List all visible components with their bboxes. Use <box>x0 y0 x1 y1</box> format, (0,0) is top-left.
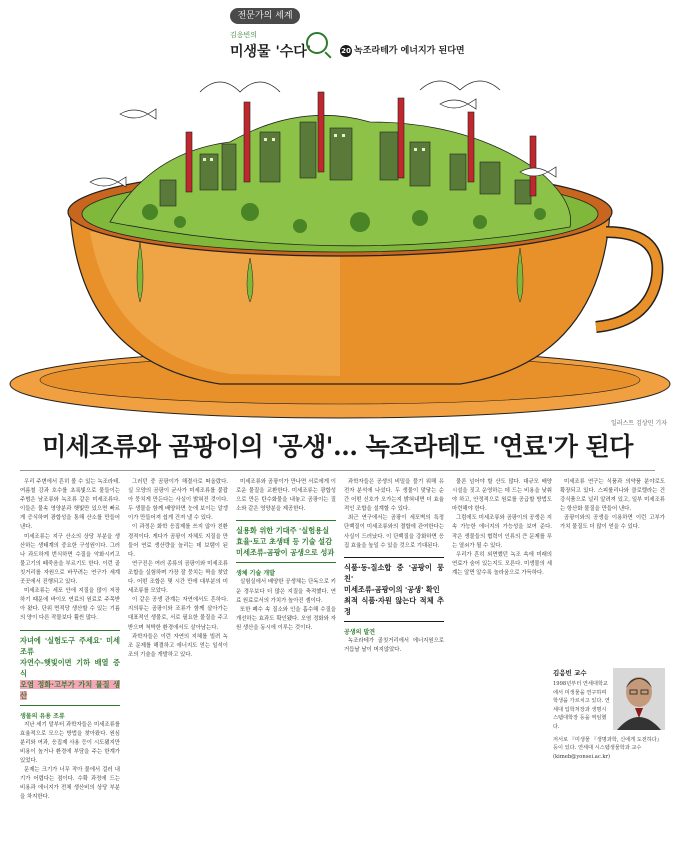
paragraph: 지난 세기 말부터 과학자들은 미세조류를 효율적으로 모으는 방법을 찾아왔다. 원심분리와 여과, 응집제 사용 등이 시도됐지만 비용이 높거나 환경에 부담을 주는 한계가 있었다. <box>20 721 120 764</box>
article-header <box>0 0 675 62</box>
paragraph: 또한 폐수 속 질소와 인을 흡수해 수질을 개선하는 효과도 확인됐다. 오염 정화와 자원 생산을 동시에 이루는 것이다. <box>236 606 336 631</box>
pull-quote-line: 효율·토고 초생태 등 기술 설감 <box>236 537 333 547</box>
series-title <box>230 30 311 61</box>
subhead: 생체 기술 개발 <box>236 570 275 578</box>
paragraph: 과학자들은 이런 자연의 지혜를 빌려 녹조 문제를 해결하고 에너지도 얻는 일석이조의 기술을 개발하고 있다. <box>128 633 228 658</box>
article-body <box>20 478 665 864</box>
body-column-4 <box>344 478 444 864</box>
pull-quote-3 <box>344 557 444 622</box>
section-kicker: 전문가의 세계 <box>230 8 300 24</box>
paragraph: 최근 연구에서는 곰팡이 세포벽의 특정 단백질이 미세조류와의 결합에 관여한다는 사실이 드러났다. 이 단백질을 강화하면 응집 효율을 높일 수 있을 것으로 기대된다. <box>344 515 444 549</box>
pull-quote-1 <box>20 630 120 706</box>
paragraph: 곰팡이와의 공생을 이용하면 이런 고부가 가치 물질도 더 많이 얻을 수 있다. <box>560 515 665 531</box>
paragraph: 미세조류는 지구 산소의 상당 부분을 생산하는 생태계의 중요한 구성원이다. 그러나 과도하게 번식하면 수질을 악화시키고 물고기의 떼죽음을 부르기도 한다. 이런 골칫거리를 자원으로 바꾸려는 연구가 세계 곳곳에서 진행되고 있다. <box>20 533 120 586</box>
paragraph: 그러던 중 곰팡이가 해결사로 떠올랐다. 실 모양의 곰팡이 균사가 미세조류를 붙잡아 뭉치게 만든다는 사실이 밝혀진 것이다. 두 생물을 함께 배양하면 눈에 보이는 알갱이가 만들어져 쉽게 건져 낼 수 있다. <box>128 479 228 522</box>
paragraph: 실험실에서 배양한 공생체는 단독으로 키운 경우보다 더 많은 지질을 축적했다. 연료 원료로서의 가치가 높아진 셈이다. <box>236 579 336 604</box>
pull-quote-line: 식품·동-질소합 중 '곰팡이 뭉친' <box>344 562 444 583</box>
paragraph: 문제는 크기가 너무 작아 물에서 걸러 내기가 어렵다는 점이다. 수확 과정에 드는 비용과 에너지가 전체 생산비의 상당 부분을 차지한다. <box>20 767 120 801</box>
subhead: 생물의 유용 조류 <box>20 712 65 720</box>
paragraph: 과학자들은 공생의 비밀을 풀기 위해 유전자 분석에 나섰다. 두 생물이 맞닿는 순간 어떤 신호가 오가는지 밝혀내면 더 효율적인 조합을 설계할 수 있다. <box>344 479 444 513</box>
paragraph: 녹조라테가 골칫거리에서 에너지원으로 거듭날 날이 머지않았다. <box>344 637 444 653</box>
paragraph: 우리 주변에서 흔히 볼 수 있는 녹조라테. 여름철 강과 호수를 초록빛으로 물들이는 주범은 남조류와 녹조류 같은 미세조류다. 이들은 물속 영양분과 햇빛만 있으면 빠르게 증식하며 광합성을 통해 산소를 만들어 낸다. <box>20 479 120 531</box>
headline-rule <box>20 470 655 471</box>
cup-city-illustration <box>0 62 675 430</box>
author-bio-2: 저서로 『미생물 『생명과학, 신에게 도전하다』 등이 있다. 연세대 시스템생물학과 교수(kimeb@yonsei.ac.kr) <box>553 736 662 760</box>
paragraph: 그럼에도 미세조류와 곰팡이의 공생은 지속 가능한 에너지의 가능성을 보여 준다. 작은 생물들의 협력이 인류의 큰 문제를 푸는 열쇠가 될 수 있다. <box>452 515 552 549</box>
body-column-1 <box>20 478 120 864</box>
episode-label: 녹조라테가 에너지가 된다면 <box>354 46 465 56</box>
subhead: 공생의 발견 <box>344 628 376 636</box>
paragraph: 연구진은 여러 종류의 곰팡이와 미세조류 조합을 실험하며 가장 잘 뭉치는 짝을 찾았다. 어떤 조합은 몇 시간 만에 대부분의 미세조류를 모았다. <box>128 560 228 595</box>
pull-quote-line: 최적 식품·자원 않는다 적체 추정 <box>344 595 444 616</box>
pull-quote-highlight: 오염 정화·고부가 가치 물질 생산 <box>20 679 120 700</box>
episode-number: 20 <box>341 47 351 55</box>
series-author: 김응빈의 <box>230 31 258 39</box>
magnifier-icon <box>306 32 328 54</box>
author-bio: 1998년부터 연세대학교에서 미생물을 연구하며 학생을 가르치고 있다. 연세대 입학처장과 생명시스템대학장 등을 역임했다. <box>553 681 610 730</box>
paragraph: 미세조류와 곰팡이가 만나면 서로에게 이로운 물질을 교환한다. 미세조류는 광합성으로 만든 탄수화물을 내놓고 곰팡이는 질소와 같은 영양분을 제공한다. <box>236 479 336 513</box>
pull-quote-line: 실용화 위한 기대주 '실험용실 <box>236 526 330 536</box>
body-column-5 <box>452 478 552 864</box>
body-column-3 <box>236 478 336 864</box>
paragraph: 미세조류는 세포 안에 지질을 많이 저장하기 때문에 바이오 연료의 원료로 주목받아 왔다. 단위 면적당 생산할 수 있는 기름의 양이 다른 작물보다 훨씬 많다. <box>20 588 120 622</box>
series-name: 미생물 '수다' <box>230 44 312 60</box>
episode-title <box>340 43 465 57</box>
author-box <box>553 668 665 761</box>
pull-quote-line <box>20 679 120 701</box>
pull-quote-line: 자연수-햇빛이면 기하 배열 증식 <box>20 657 120 678</box>
paragraph: 미세조류 연구는 식품과 의약품 분야로도 확장되고 있다. 스피룰리나와 클로렐라는 건강식품으로 널리 알려져 있고, 일부 미세조류는 항산화 물질을 만들어 낸다. <box>560 479 665 513</box>
paragraph: 이 같은 공생 관계는 자연에서도 흔하다. 지의류는 곰팡이와 조류가 함께 살아가는 대표적인 생물로, 서로 필요한 물질을 주고받으며 척박한 환경에서도 살아남는다. <box>128 597 228 631</box>
body-column-2 <box>128 478 228 864</box>
pull-quote-line: 미세조류-곰팡이의 '공생' 확인 <box>344 584 440 594</box>
illustration-credit: 일러스트 김상민 기자 <box>611 420 667 427</box>
author-name: 김응빈 교수 <box>553 669 587 677</box>
pull-quote-line: 미세조류-곰팡이 공생으로 성과 <box>236 548 335 558</box>
article-headline: 미세조류와 곰팡이의 '공생'… 녹조라테도 '연료'가 된다 <box>42 432 633 461</box>
paragraph: 물론 넘어야 할 산도 많다. 대규모 배양 시설을 짓고 운영하는 데 드는 비용을 낮춰야 하고, 안정적으로 원료를 공급할 방법도 마련해야 한다. <box>452 479 552 513</box>
paragraph: 이 과정은 화학 응집제를 쓰지 않아 친환경적이다. 게다가 곰팡이 자체도 지질을 만들어 연료 생산량을 늘리는 데 보탬이 된다. <box>128 524 228 558</box>
pull-quote-2 <box>236 520 336 563</box>
author-photo <box>613 668 665 730</box>
pull-quote-line: 자녀에 '실험도구 주세요' 미세조류 <box>20 635 120 656</box>
paragraph: 우리가 흔히 외면했던 녹조 속에 미래의 연료가 숨어 있는지도 모른다. 미생물의 세계는 알면 알수록 놀라움으로 가득하다. <box>452 551 552 576</box>
